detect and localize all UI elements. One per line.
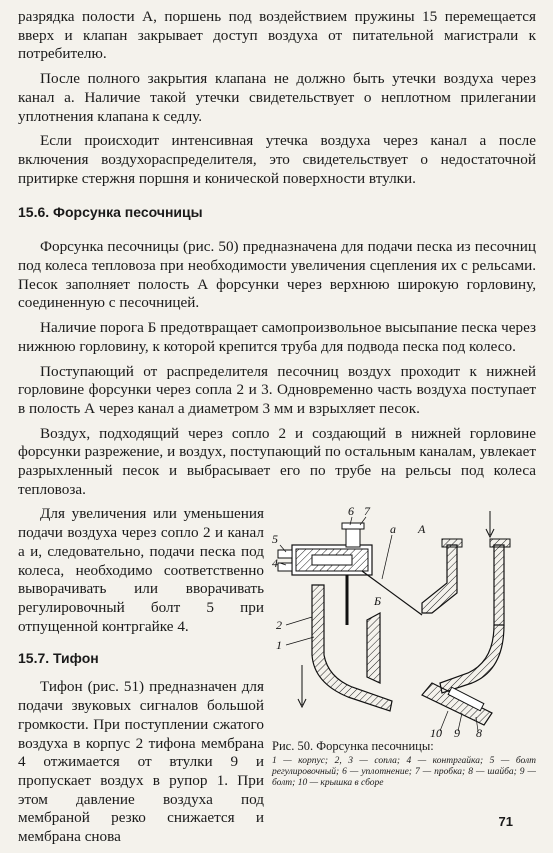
section-heading-15-6: 15.6. Форсунка песочницы <box>18 204 203 221</box>
threshold-b <box>367 613 380 683</box>
nozzle-channel <box>312 555 352 565</box>
page-body <box>18 8 536 853</box>
figure-label-1: 1 <box>276 638 282 653</box>
section-15-7-paragraph: Тифон (рис. 51) предназначен для подачи звуковых сигналов большой громкости. При поступлении сжатого воздуха в корпус 2 тифона мембрана 4 отжимается от втулки 9 и пропускает воздух в рупор 1. При этом давление воздуха под мембраной резко снижается и мембрана снова <box>18 678 264 846</box>
body-outer-wall <box>440 625 504 693</box>
plug <box>346 527 360 547</box>
figure-label-10: 10 <box>430 726 442 738</box>
figure-label-5: 5 <box>272 532 278 547</box>
leader-2 <box>286 617 312 625</box>
figure-caption-legend: 1 — корпус; 2, 3 — сопла; 4 — контргайка; 5 — болт регулировочный; 6 — уплотнение; 7 — пробка; 8 — шайба; 9 — болт; 10 — крышка в сборе <box>272 756 536 789</box>
section-15-6-paragraph-1: Форсунка песочницы (рис. 50) предназначена для подачи песка из песочниц под колеса тепловоза при необходимости увеличения сцепления их с рельсами. Песок заполняет полость А форсунки через верхнюю широкую горловину, соединенную с песочницей. <box>18 238 536 312</box>
figure-label-2: 2 <box>276 618 282 633</box>
leader-a <box>382 535 392 579</box>
flange-right <box>490 539 510 547</box>
lock-nut <box>278 563 292 571</box>
left-column <box>18 505 264 852</box>
throat-wall-left <box>422 545 457 613</box>
section-heading-15-7: 15.7. Тифон <box>18 650 99 667</box>
section-15-6-side-paragraph: Для увеличения или уменьшения подачи воздуха через сопло 2 и канал а и, следовательно, подачи песка под колеса, необходимо соответственно выворачивать или вворачивать регулировочный болт 5 при отпущенной контргайке 4. <box>18 505 264 635</box>
intro-paragraph-2: После полного закрытия клапана не должно быть утечки воздуха через канал а. Наличие такой утечки свидетельствует о неплотном прилегании уплотнения клапана к седлу. <box>18 70 536 125</box>
page-number: 71 <box>498 814 513 829</box>
throat-wall-right <box>494 545 504 625</box>
figure-label-8: 8 <box>476 726 482 738</box>
section-15-6-paragraph-3: Поступающий от распределителя песочниц воздух проходит к нижней горловине форсунки через сопла 2 и 3. Одновременно часть воздуха поступает в полость А через канал а диаметром 3 мм и взрыхляет песок. <box>18 362 536 417</box>
section-15-6-paragraph-2: Наличие порога Б предотвращает самопроизвольное высыпание песка через нижнюю горловину, к которой крепится труба для подвода песка под колесо. <box>18 319 536 355</box>
figure-50 <box>272 505 536 852</box>
air-channel <box>362 571 422 615</box>
figure-label-4: 4 <box>272 556 278 571</box>
figure-label-9: 9 <box>454 726 460 738</box>
leader-1 <box>286 637 314 645</box>
figure-label-A: А <box>418 522 426 537</box>
figure-caption-title: Рис. 50. Форсунка песочницы: <box>272 739 434 754</box>
text-figure-wrap <box>18 505 536 852</box>
figure-label-6: 6 <box>348 505 354 519</box>
figure-label-7: 7 <box>364 505 370 519</box>
intro-paragraph-3: Если происходит интенсивная утечка воздуха через канал а после включения воздухораспределителя, это свидетельствует о недостаточной притирке стержня поршня и конической поверхности втулки. <box>18 132 536 187</box>
flange-left <box>442 539 462 547</box>
figure-label-B: Б <box>374 594 382 609</box>
figure-label-a: а <box>390 522 396 537</box>
intro-paragraph-1: разрядка полости А, поршень под воздействием пружины 15 перемещается вверх и клапан закрывает доступ воздуха от питательной магистрали к потребителю. <box>18 8 536 63</box>
sander-nozzle-drawing <box>272 505 536 737</box>
section-15-6-paragraph-4: Воздух, подходящий через сопло 2 и создающий в нижней горловине форсунки разрежение, и воздух, поступающий по остальным каналам, увлекает разрыхленный песок и выбрасывает его по трубе на рельсы под колеса тепловоза. <box>18 424 536 498</box>
